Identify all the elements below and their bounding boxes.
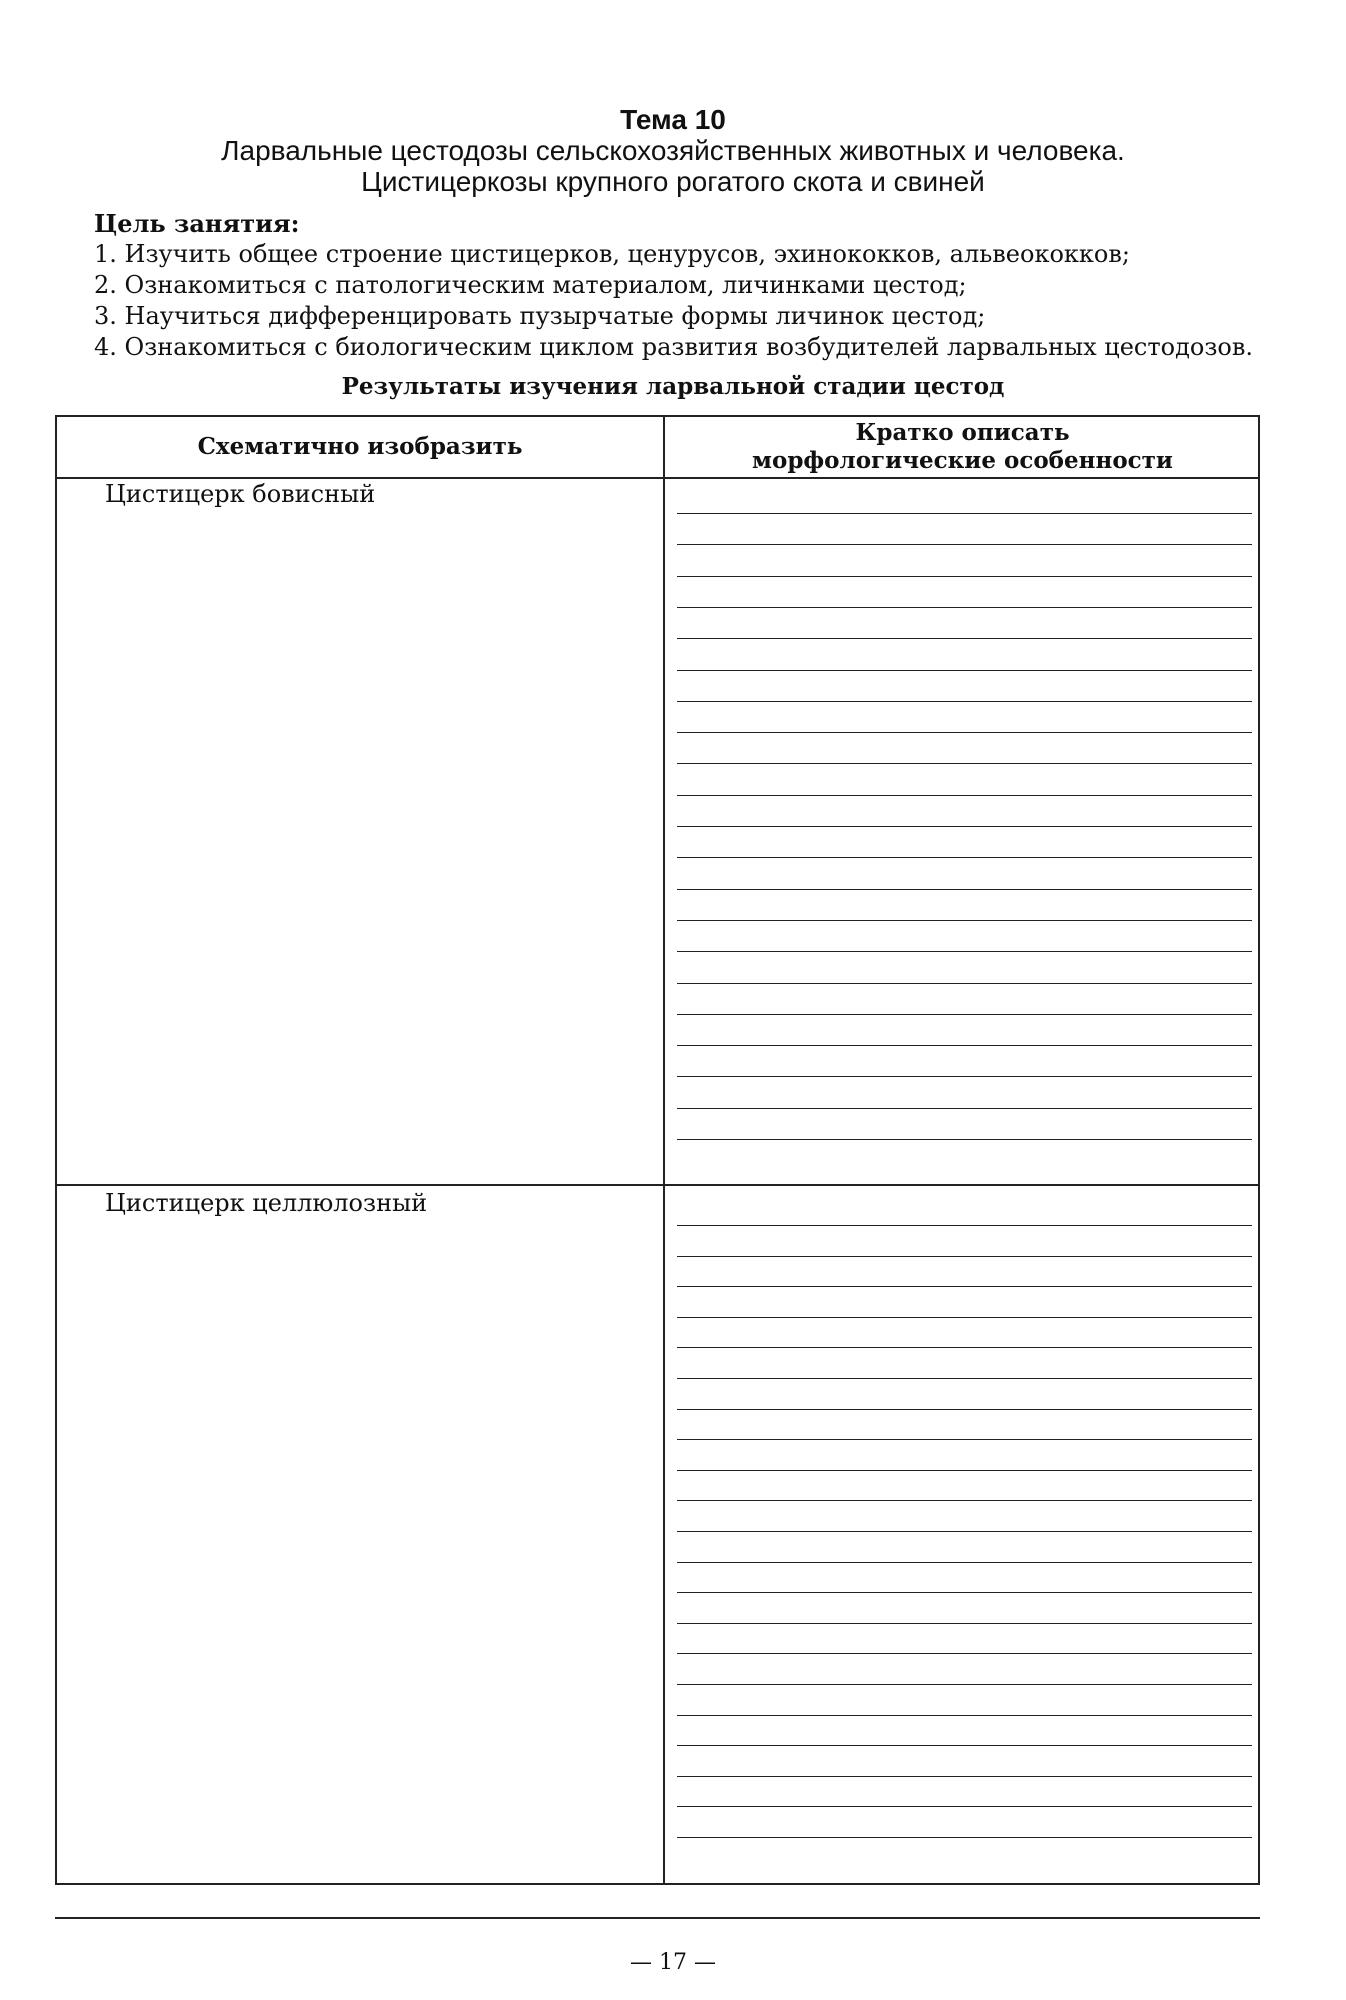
results-title: Результаты изучения ларвальной стадии цестод <box>341 373 1005 400</box>
writing-line <box>677 1837 1252 1838</box>
writing-line <box>677 795 1252 796</box>
lesson-goals <box>94 208 1274 363</box>
writing-line <box>677 638 1252 639</box>
column-divider <box>663 417 665 1883</box>
writing-line <box>677 1014 1252 1015</box>
results-table <box>55 415 1260 1885</box>
topic-heading <box>0 104 1346 197</box>
writing-line <box>677 1470 1252 1471</box>
writing-line <box>677 1409 1252 1410</box>
writing-line <box>677 1745 1252 1746</box>
header-describe-line1: Кратко описать <box>855 419 1070 446</box>
writing-line <box>677 1562 1252 1563</box>
writing-line <box>677 1439 1252 1440</box>
writing-line <box>677 983 1252 984</box>
writing-line <box>677 1256 1252 1257</box>
writing-line <box>677 763 1252 764</box>
topic-number: Тема 10 <box>620 104 726 135</box>
writing-line <box>677 1806 1252 1807</box>
topic-title-line1: Ларвальные цестодозы сельскохозяйственных животных и человека. <box>221 135 1125 166</box>
footer-rule <box>55 1917 1260 1919</box>
goal-item: 1. Изучить общее строение цистицерков, ценурусов, эхинококков, альвеококков; <box>94 240 1130 268</box>
writing-line <box>677 670 1252 671</box>
writing-line <box>677 1776 1252 1777</box>
writing-line <box>677 1347 1252 1348</box>
writing-line <box>677 920 1252 921</box>
writing-line <box>677 951 1252 952</box>
goal-item: 3. Научиться дифференцировать пузырчатые формы личинок цестод; <box>94 302 986 330</box>
writing-line <box>677 1684 1252 1685</box>
writing-line <box>677 607 1252 608</box>
writing-line <box>677 513 1252 514</box>
writing-line <box>677 1045 1252 1046</box>
writing-line <box>677 576 1252 577</box>
row-label-cysticercus-cellulosae: Цистицерк целлюлозный <box>105 1189 428 1217</box>
row-label-cysticercus-bovis: Цистицерк бовисный <box>105 480 376 508</box>
writing-line <box>677 1286 1252 1287</box>
writing-line <box>677 1715 1252 1716</box>
writing-line <box>677 826 1252 827</box>
writing-line <box>677 1076 1252 1077</box>
writing-line <box>677 1653 1252 1654</box>
header-describe-line2: морфологические особенности <box>752 447 1173 474</box>
header-describe-column <box>665 417 1260 477</box>
header-draw-label: Схематично изобразить <box>197 433 523 460</box>
row-divider <box>57 1184 1258 1186</box>
writing-line <box>677 732 1252 733</box>
writing-line <box>677 544 1252 545</box>
goal-item: 2. Ознакомиться с патологическим материалом, личинками цестод; <box>94 271 967 299</box>
writing-line <box>677 889 1252 890</box>
writing-line <box>677 1317 1252 1318</box>
writing-line <box>677 1378 1252 1379</box>
goal-title: Цель занятия: <box>94 209 300 238</box>
writing-line <box>677 1531 1252 1532</box>
page-number: — 17 — <box>630 1950 716 1975</box>
writing-line <box>677 1225 1252 1226</box>
writing-line <box>677 1108 1252 1109</box>
goal-item: 4. Ознакомиться с биологическим циклом развития возбудителей ларвальных цестодозов. <box>94 333 1254 361</box>
writing-line <box>677 1139 1252 1140</box>
writing-line <box>677 701 1252 702</box>
writing-line <box>677 1592 1252 1593</box>
header-draw-column <box>57 417 663 477</box>
writing-line <box>677 1623 1252 1624</box>
topic-title-line2: Цистицеркозы крупного рогатого скота и свиней <box>361 166 985 197</box>
writing-line <box>677 1500 1252 1501</box>
writing-line <box>677 857 1252 858</box>
